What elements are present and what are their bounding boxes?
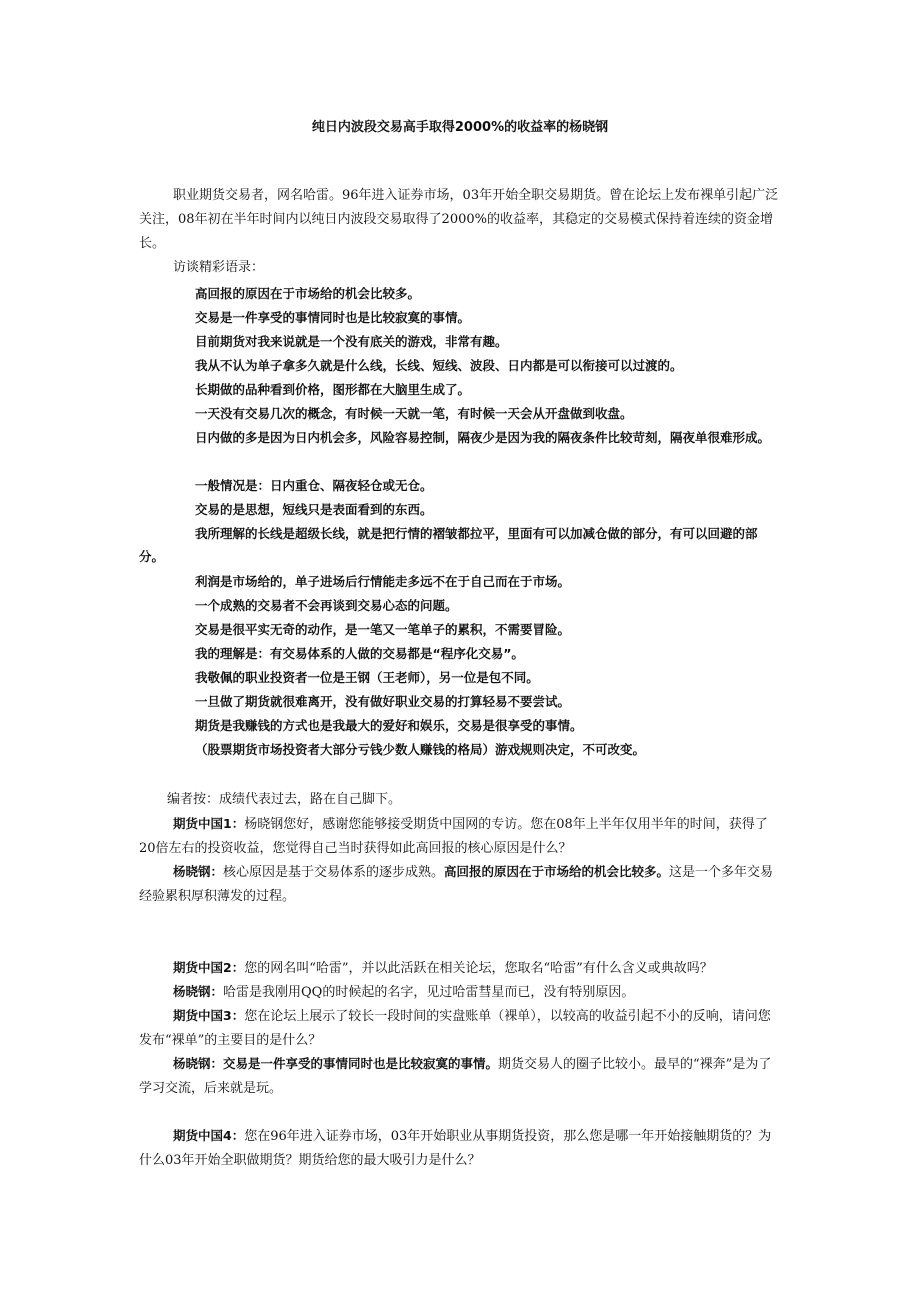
qa-bold-text: 交易是一件享受的事情同时也是比较寂寞的事情。	[223, 1056, 499, 1071]
quotes-label: 访谈精彩语录：	[173, 260, 265, 275]
quote-item: 利润是市场给的，单子进场后行情能走多远不在于自己而在于市场。	[195, 574, 571, 589]
qa-text: 您的网名叫“哈雷”，并以此活跃在相关论坛，您取名“哈雷”有什么含义或典故吗？	[244, 961, 713, 976]
quote-item: 一般情况是：日内重仓、隔夜轻仓或无仓。	[195, 478, 433, 493]
qa-text: 您在论坛上展示了较长一段时间的实盘账单（裸单），以较高的收益引起不小的反响，请问您发布“裸单”的主要目的是什么？	[139, 1009, 771, 1048]
speaker-label: 杨晓钢：	[173, 864, 224, 879]
qa-bold-text: 高回报的原因在于市场给的机会比较多。	[444, 864, 670, 879]
quote-item: 交易是很平实无奇的动作，是一笔又一笔单子的累积，不需要冒险。	[195, 622, 571, 637]
quote-item: 一旦做了期货就很难离开，没有做好职业交易的打算轻易不要尝试。	[195, 694, 571, 709]
quote-item: 我敬佩的职业投资者一位是王钢（王老师），另一位是包不同。	[195, 670, 539, 685]
qa-text: 您在96年进入证券市场，03年开始职业从事期货投资，那么您是哪一年开始接触期货的？为什么03年开始全职做期货？期货给您的最大吸引力是什么？	[139, 1129, 772, 1168]
quote-item: 日内做的多是因为日内机会多，风险容易控制，隔夜少是因为我的隔夜条件比较苛刻，隔夜单很难形成。	[195, 430, 771, 445]
qa-answer	[139, 1052, 781, 1101]
qa-question	[139, 812, 781, 861]
speaker-label: 杨晓钢：	[173, 1056, 224, 1071]
quote-item: 我的理解是：有交易体系的人做的交易都是“程序化交易”。	[195, 646, 524, 661]
quote-item: 长期做的品种看到价格，图形都在大脑里生成了。	[195, 382, 471, 397]
editor-note: 编者按：成绩代表过去，路在自己脚下。	[167, 792, 402, 807]
speaker-label: 杨晓钢：	[173, 984, 224, 999]
quote-item: 一天没有交易几次的概念，有时候一天就一笔，有时候一天会从开盘做到收盘。	[195, 406, 633, 421]
speaker-label: 期货中国4：	[173, 1128, 245, 1143]
quote-item: 期货是我赚钱的方式也是我最大的爱好和娱乐，交易是很享受的事情。	[195, 718, 583, 733]
article-title: 纯日内波段交易高手取得2000%的收益率的杨晓钢	[311, 120, 609, 135]
qa-question	[139, 1004, 781, 1053]
qa-question	[139, 1124, 781, 1173]
quote-item: 我从不认为单子拿多久就是什么线，长线、短线、波段、日内都是可以衔接可以过渡的。	[195, 358, 683, 373]
qa-text: 哈雷是我刚用QQ的时候起的名字，见过哈雷彗星而已，没有特别原因。	[223, 985, 635, 1000]
qa-text-tail: 这是一个多年交易经验累积厚积薄发的过程。	[139, 865, 774, 904]
quote-item: 高回报的原因在于市场给的机会比较多。	[195, 286, 421, 301]
quote-item: （股票期货市场投资者大部分亏钱少数人赚钱的格局）游戏规则决定，不可改变。	[195, 742, 646, 757]
intro-paragraph: 职业期货交易者，网名哈雷。96年进入证券市场，03年开始全职交易期货。曾在论坛上发布裸单引起广泛关注，08年初在半年时间内以纯日内波段交易取得了2000%的收益率，其稳定的交易模式保持着连续的资金增长。	[139, 188, 779, 251]
qa-question	[139, 956, 781, 981]
quote-item: 交易是一件享受的事情同时也是比较寂寞的事情。	[195, 310, 471, 325]
quote-item: 一个成熟的交易者不会再谈到交易心态的问题。	[195, 598, 458, 613]
qa-text-tail: 期货交易人的圈子比较小。最早的“裸奔”是为了学习交流，后来就是玩。	[139, 1057, 772, 1096]
quote-item: 交易的是思想，短线只是表面看到的东西。	[195, 502, 433, 517]
qa-text: 核心原因是基于交易体系的逐步成熟。	[223, 865, 445, 880]
speaker-label: 期货中国3：	[173, 1008, 245, 1023]
qa-answer	[139, 860, 781, 909]
quote-item: 我所理解的长线是超级长线，就是把行情的褶皱都拉平，里面有可以加减仓做的部分，有可以回避的部分。	[139, 526, 758, 564]
quote-item: 目前期货对我来说就是一个没有底关的游戏，非常有趣。	[195, 334, 508, 349]
speaker-label: 期货中国1：	[173, 816, 245, 831]
qa-text: 杨晓钢您好，感谢您能够接受期货中国网的专访。您在08年上半年仅用半年的时间，获得了20倍左右的投资收益，您觉得自己当时获得如此高回报的核心原因是什么？	[139, 817, 768, 856]
speaker-label: 期货中国2：	[173, 960, 245, 975]
qa-answer	[139, 980, 781, 1005]
